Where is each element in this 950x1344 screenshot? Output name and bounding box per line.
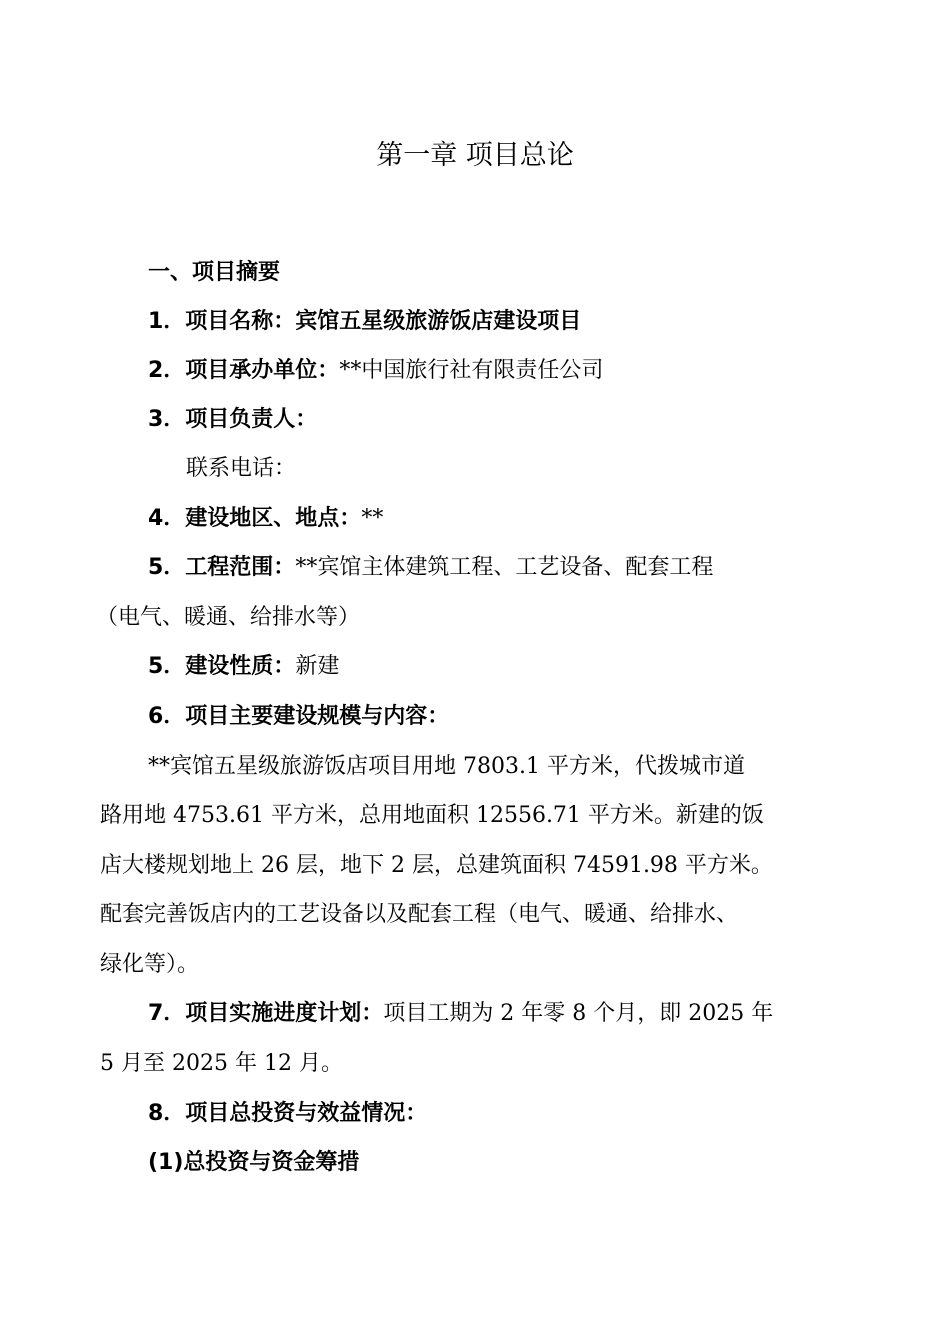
item6-para-line-2: 路用地 4753.61 平方米，总用地面积 12556.71 平方米。新建的饭 — [100, 803, 764, 828]
contact-phone: 联系电话： — [186, 456, 297, 481]
item8-heading: 8．项目总投资与效益情况： — [148, 1101, 428, 1126]
item5-scope-continuation: （电气、暖通、给排水等） — [96, 605, 361, 630]
item7-schedule — [148, 999, 800, 1029]
item2-value: **中国旅行社有限责任公司 — [339, 358, 604, 383]
item7-label: 7．项目实施进度计划： — [148, 1001, 384, 1026]
item5-nature — [148, 652, 848, 682]
item2-host-unit — [148, 356, 848, 386]
item7-value: 项目工期为 2 年零 8 个月，即 2025 年 — [383, 1001, 774, 1026]
item5-label: 5．工程范围： — [148, 555, 296, 580]
item6-para-line-1: **宾馆五星级旅游饭店项目用地 7803.1 平方米，代拨城市道 — [148, 754, 745, 779]
item5b-label: 5．建设性质： — [148, 654, 296, 679]
summary-heading: 一、项目摘要 — [148, 260, 281, 285]
item3-project-leader: 3．项目负责人： — [148, 407, 318, 432]
item2-label: 2．项目承办单位： — [148, 358, 340, 383]
item6-heading: 6．项目主要建设规模与内容： — [148, 704, 450, 729]
item6-para-line-3: 店大楼规划地上 26 层，地下 2 层，总建筑面积 74591.98 平方米。 — [100, 853, 773, 878]
item6-para-line-5: 绿化等）。 — [100, 952, 200, 977]
item4-label: 4．建设地区、地点： — [148, 506, 362, 531]
item7-continuation: 5 月至 2025 年 12 月。 — [100, 1051, 343, 1076]
item5-scope — [148, 553, 800, 583]
item6-para-line-4: 配套完善饭店内的工艺设备以及配套工程（电气、暖通、给排水、 — [100, 902, 739, 927]
item4-value: ** — [361, 506, 384, 531]
item4-location — [148, 504, 848, 534]
chapter-title: 第一章 项目总论 — [376, 140, 574, 171]
item8-subheading-1: (1)总投资与资金筹措 — [148, 1150, 360, 1175]
item1-project-name: 1．项目名称：宾馆五星级旅游饭店建设项目 — [148, 309, 582, 334]
item5-value: **宾馆主体建筑工程、工艺设备、配套工程 — [295, 555, 714, 580]
item5b-value: 新建 — [295, 654, 340, 679]
